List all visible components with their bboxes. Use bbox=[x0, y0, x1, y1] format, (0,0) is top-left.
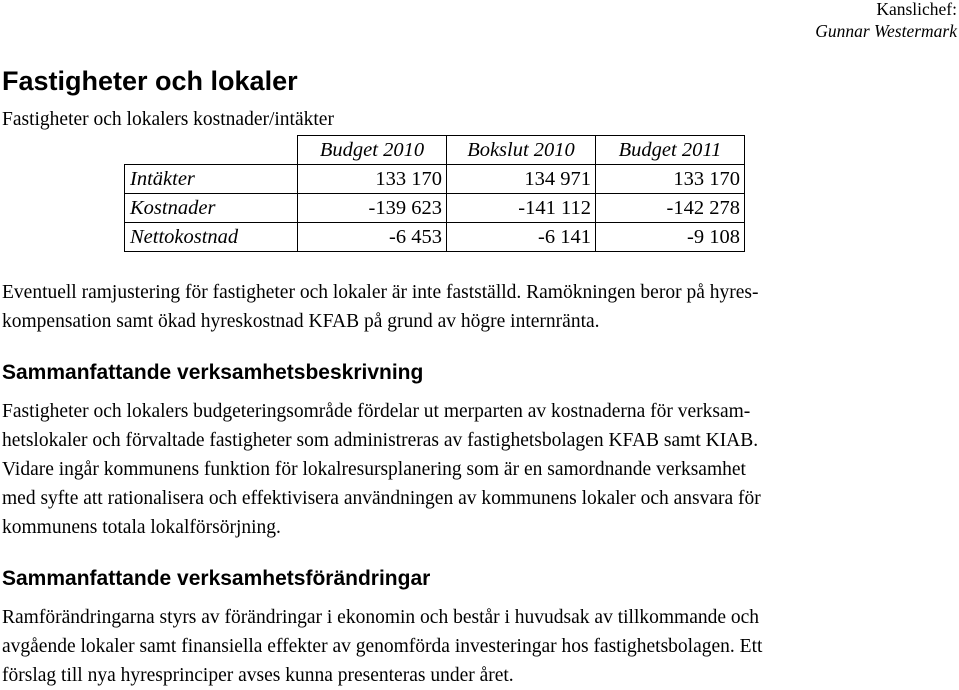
table-row bbox=[125, 223, 745, 252]
section-heading-changes: Sammanfattande verksamhetsförändringar bbox=[2, 567, 431, 590]
paragraph-line: med syfte att rationalisera och effektivisera användningen av kommunens lokaler och ansvara för bbox=[2, 488, 761, 509]
table-cell: -141 112 bbox=[447, 194, 596, 223]
table-cell: -6 141 bbox=[447, 223, 596, 252]
table-row bbox=[125, 165, 745, 194]
document-header bbox=[815, 0, 957, 42]
header-role: Kanslichef: bbox=[876, 0, 957, 19]
table-cell: -6 453 bbox=[298, 223, 447, 252]
page-title: Fastigheter och lokaler bbox=[2, 66, 298, 96]
table-cell: 133 170 bbox=[596, 165, 745, 194]
table-cell: -142 278 bbox=[596, 194, 745, 223]
table-corner-cell bbox=[125, 136, 298, 165]
table-cell: -9 108 bbox=[596, 223, 745, 252]
column-header-bokslut-2010: Bokslut 2010 bbox=[447, 136, 596, 165]
paragraph-line: hetslokaler och förvaltade fastigheter som administreras av fastighetsbolagen KFAB samt KIAB. bbox=[2, 430, 759, 451]
row-label-kostnader: Kostnader bbox=[125, 194, 298, 223]
paragraph-line: avgående lokaler samt finansiella effekter av genomförda investeringar hos fastighetsbolagen. Ett bbox=[2, 636, 763, 657]
row-label-nettokostnad: Nettokostnad bbox=[125, 223, 298, 252]
description-paragraph bbox=[2, 397, 957, 542]
paragraph-line: förslag till nya hyresprinciper avses kunna presenteras under året. bbox=[2, 665, 514, 686]
budget-table bbox=[124, 135, 745, 252]
header-name: Gunnar Westermark bbox=[815, 21, 957, 41]
paragraph-line: Ramförändringarna styrs av förändringar i ekonomin och består i huvudsak av tillkommande och bbox=[2, 607, 760, 628]
paragraph-line: Vidare ingår kommunens funktion för lokalresursplanering som är en samordnande verksamhet bbox=[2, 459, 746, 480]
table-cell: 134 971 bbox=[447, 165, 596, 194]
table-row bbox=[125, 194, 745, 223]
table-cell: 133 170 bbox=[298, 165, 447, 194]
table-header-row bbox=[125, 136, 745, 165]
note-line: kompensation samt ökad hyreskostnad KFAB på grund av högre internränta. bbox=[2, 311, 600, 332]
table-cell: -139 623 bbox=[298, 194, 447, 223]
row-label-intakter: Intäkter bbox=[125, 165, 298, 194]
note-paragraph bbox=[2, 278, 957, 336]
column-header-budget-2010: Budget 2010 bbox=[298, 136, 447, 165]
table-caption: Fastigheter och lokalers kostnader/intäkter bbox=[2, 109, 334, 130]
paragraph-line: Fastigheter och lokalers budgeteringsområde fördelar ut merparten av kostnaderna för verksam- bbox=[2, 401, 751, 422]
paragraph-line: kommunens totala lokalförsörjning. bbox=[2, 517, 281, 538]
section-heading-description: Sammanfattande verksamhetsbeskrivning bbox=[2, 361, 424, 384]
column-header-budget-2011: Budget 2011 bbox=[596, 136, 745, 165]
changes-paragraph bbox=[2, 603, 957, 690]
note-line: Eventuell ramjustering för fastigheter och lokaler är inte fastställd. Ramökningen beror på hyres- bbox=[2, 282, 759, 303]
